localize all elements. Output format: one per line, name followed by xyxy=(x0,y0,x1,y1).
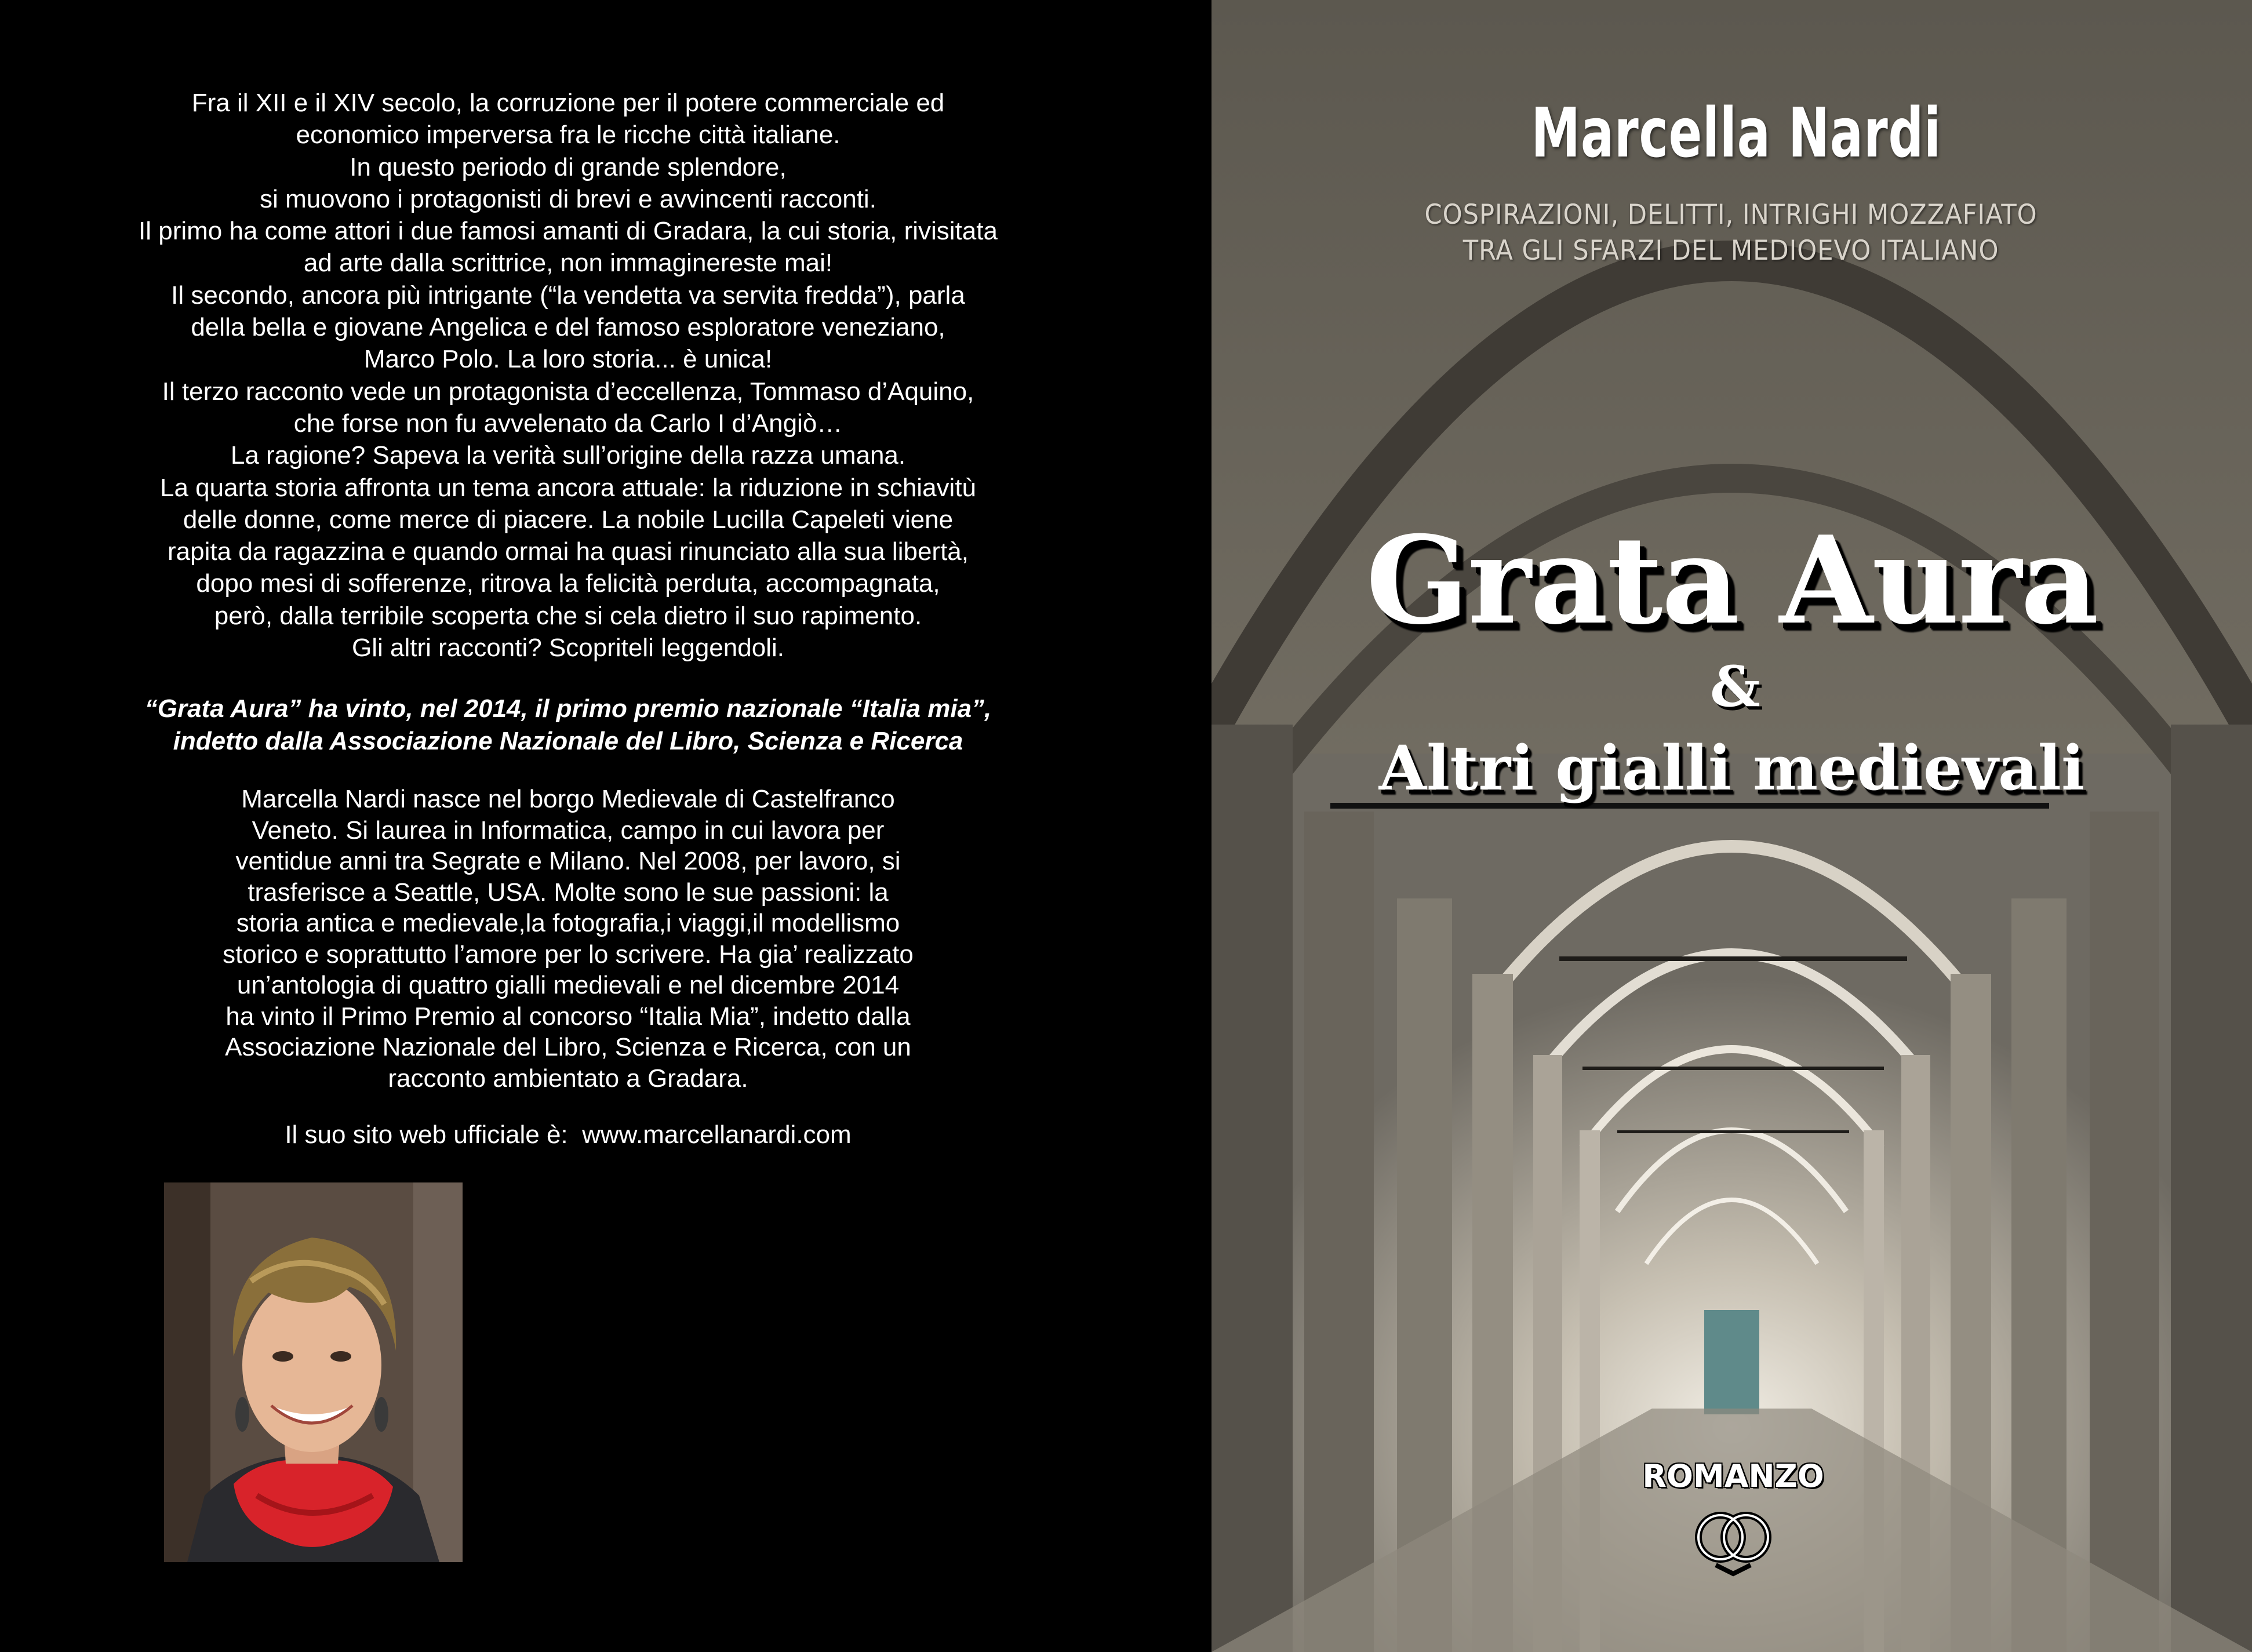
synopsis-line: Gli altri racconti? Scopriteli leggendoli. xyxy=(352,634,784,663)
bio-line: storia antica e medievale,la fotografia,i viaggi,il modellismo xyxy=(236,909,900,937)
book-subtitle: Altri gialli medievali xyxy=(1378,732,2085,804)
synopsis-line: ad arte dalla scrittrice, non immaginereste mai! xyxy=(303,249,833,278)
synopsis-line: La quarta storia affronta un tema ancora attuale: la riduzione in schiavitù xyxy=(159,473,977,502)
synopsis-line: rapita da ragazzina e quando ormai ha quasi rinunciato alla sua libertà, xyxy=(168,537,969,566)
synopsis-line: dopo mesi di sofferenze, ritrova la felicità perduta, accompagnata, xyxy=(196,569,940,598)
award-statement xyxy=(75,693,1061,758)
synopsis-text xyxy=(75,87,1061,664)
author-name: Marcella Nardi xyxy=(1531,93,1941,173)
synopsis-line: Il secondo, ancora più intrigante (“la vendetta va servita fredda”), parla xyxy=(171,281,965,310)
publisher-logo-icon xyxy=(1693,1501,1774,1577)
tagline xyxy=(1252,197,2209,269)
bio-line: Marcella Nardi nasce nel borgo Medievale di Castelfranco xyxy=(241,785,895,813)
award-line: “Grata Aura” ha vinto, nel 2014, il primo premio nazionale “Italia mia”, xyxy=(144,694,992,723)
synopsis-line: La ragione? Sapeva la verità sull’origine della razza umana. xyxy=(230,441,906,470)
synopsis-line: Il terzo racconto vede un protagonista d’eccellenza, Tommaso d’Aquino, xyxy=(162,377,974,406)
bio-line: Associazione Nazionale del Libro, Scienza e Ricerca, con un xyxy=(225,1033,911,1061)
author-photo xyxy=(164,1182,463,1562)
synopsis-line: economico imperversa fra le ricche città italiane. xyxy=(296,121,841,150)
title-ampersand: & xyxy=(1710,654,1760,719)
bio-line: ha vinto il Primo Premio al concorso “Italia Mia”, indetto dalla xyxy=(225,1002,911,1031)
website-text: Il suo sito web ufficiale è: www.marcellanardi.com xyxy=(285,1120,852,1149)
bio-line: un’antologia di quattro gialli medievali e nel dicembre 2014 xyxy=(237,971,900,999)
synopsis-line: però, dalla terribile scoperta che si cela dietro il suo rapimento. xyxy=(214,601,922,630)
tagline-line: COSPIRAZIONI, DELITTI, INTRIGHI MOZZAFIATO xyxy=(1424,199,2038,231)
bio-line: trasferisce a Seattle, USA. Molte sono le sue passioni: la xyxy=(248,878,889,907)
front-cover xyxy=(1212,0,2252,1652)
synopsis-line: Marco Polo. La loro storia... è unica! xyxy=(363,345,773,374)
synopsis-line: delle donne, come merce di piacere. La nobile Lucilla Capeleti viene xyxy=(183,505,954,534)
synopsis-line: Fra il XII e il XIV secolo, la corruzione per il potere commerciale ed xyxy=(191,89,945,117)
bio-line: ventidue anni tra Segrate e Milano. Nel 2008, per lavoro, si xyxy=(235,847,901,875)
tagline-line: TRA GLI SFARZI DEL MEDIOEVO ITALIANO xyxy=(1462,235,1999,267)
book-title: Grata Aura xyxy=(1366,510,2098,652)
synopsis-line: Il primo ha come attori i due famosi amanti di Gradara, la cui storia, rivisitata xyxy=(139,217,998,246)
synopsis-line: della bella e giovane Angelica e del famoso esploratore veneziano, xyxy=(191,313,945,342)
genre-label: ROMANZO xyxy=(1642,1458,1824,1494)
bio-line: racconto ambientato a Gradara. xyxy=(388,1064,748,1093)
website-line xyxy=(75,1119,1061,1151)
award-line: indetto dalla Associazione Nazionale del Libro, Scienza e Ricerca xyxy=(173,727,963,755)
bio-line: storico e soprattutto l’amore per lo scrivere. Ha gia’ realizzato xyxy=(223,940,914,969)
synopsis-line: che forse non fu avvelenato da Carlo I d’Angiò… xyxy=(293,409,843,438)
synopsis-line: si muovono i protagonisti di brevi e avvincenti racconti. xyxy=(260,184,876,213)
synopsis-line: In questo periodo di grande splendore, xyxy=(350,152,787,181)
author-biography xyxy=(133,784,1003,1094)
bio-line: Veneto. Si laurea in Informatica, campo in cui lavora per xyxy=(252,816,885,845)
